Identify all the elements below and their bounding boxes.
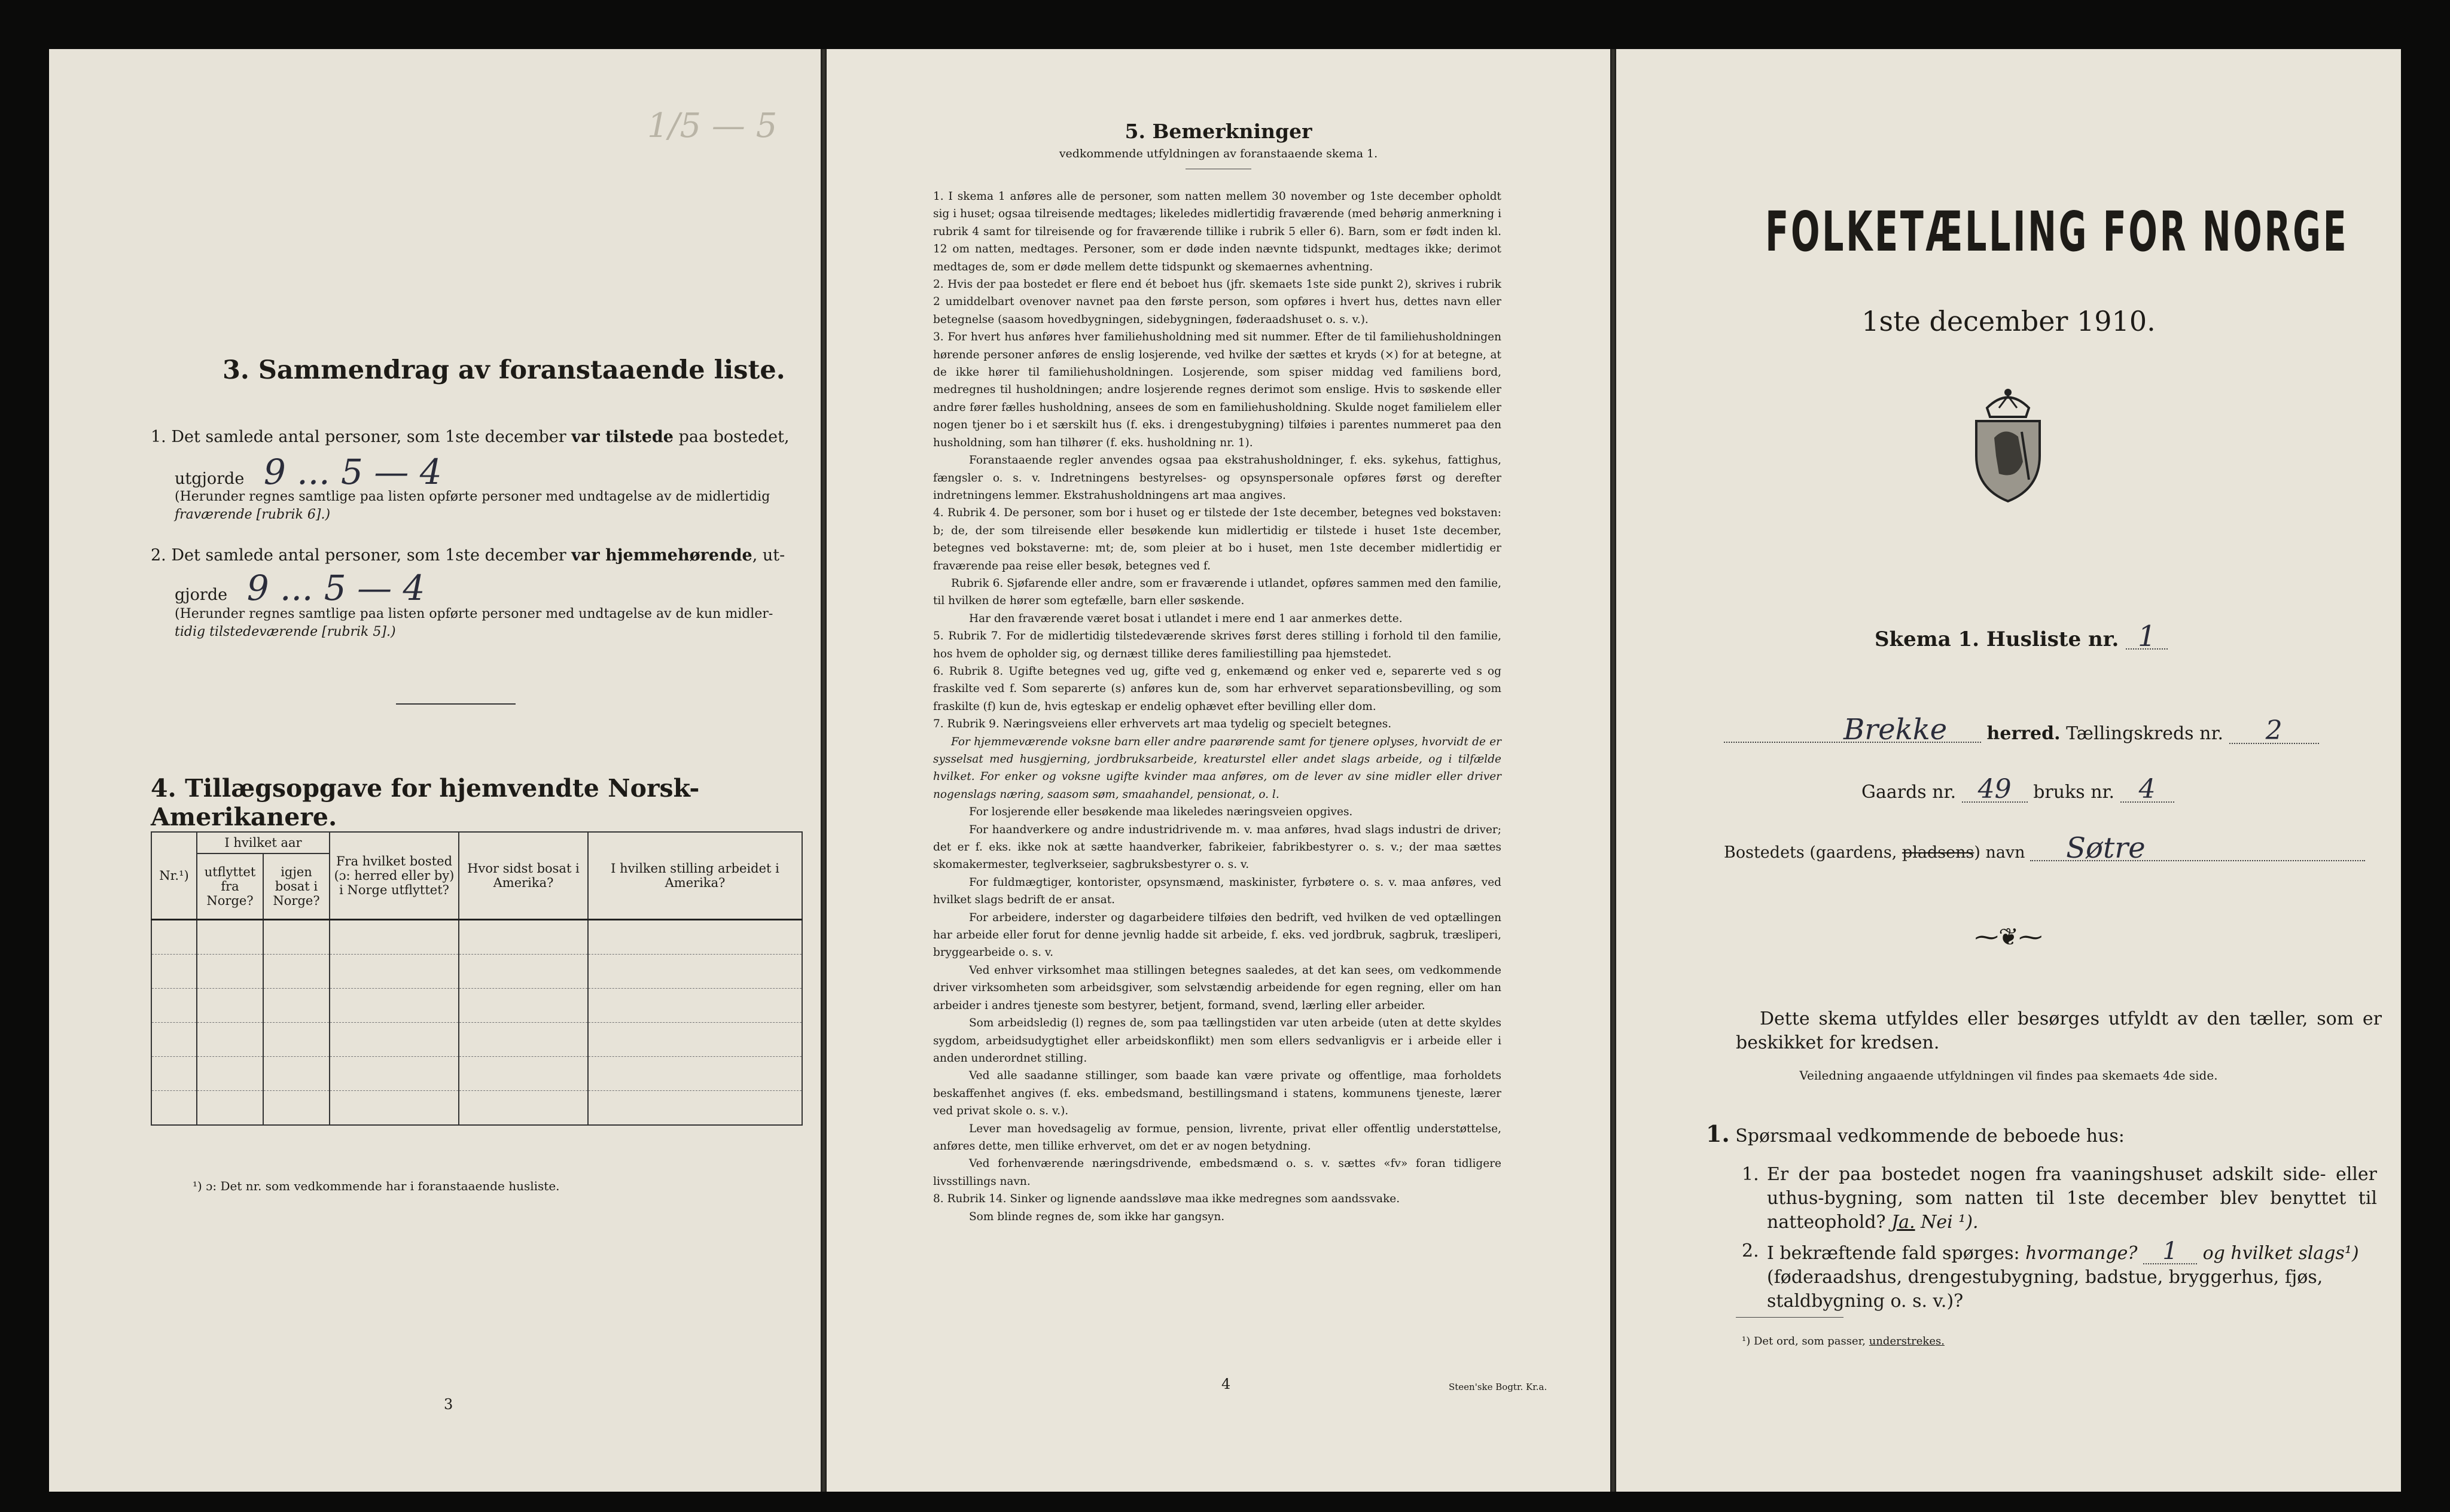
- census-title: FOLKETÆLLING FOR NORGE: [1765, 200, 2349, 264]
- q1-nei: Nei ¹).: [1921, 1212, 1979, 1233]
- remark-paragraph: For losjerende eller besøkende maa likeledes næringsveien opgives.: [969, 806, 1353, 819]
- q2-text: I bekræftende fald spørges:: [1767, 1243, 2026, 1264]
- item1-utgjorde: [175, 452, 442, 492]
- utgjorde-label-2: gjorde: [175, 586, 228, 604]
- census-title-wrap: [1616, 200, 2401, 264]
- gaards-value: 49: [1962, 778, 2028, 803]
- q1-ja-answer: Ja.: [1891, 1212, 1915, 1233]
- remark-paragraph: Ved alle saadanne stillinger, som baade kan være private og offentlige, maa forholdets beskaffenhet angives (f. eks. embedsmand, bestillingsmand i statens, kommunens tjeneste, lærer ved privat skole o. s. v.).: [933, 1069, 1501, 1118]
- remark-paragraph: For arbeidere, inderster og dagarbeidere tilføies den bedrift, ved hvilken de ved optællingen har arbeide eller forut for denne jevnlig hadde sit arbeide, f. eks. ved jordbruk, sagbruk, træsliperi, bryggearbeide o. s. v.: [933, 911, 1501, 959]
- schema-label: [1875, 620, 2168, 653]
- item1-text: 1. Det samlede antal personer, som 1ste december: [151, 428, 572, 446]
- q1-num: 1.: [1742, 1164, 1759, 1185]
- remark-paragraph: Har den fraværende været bosat i utlandet i mere end 1 aar anmerkes dette.: [969, 612, 1403, 625]
- herred-line: [1724, 713, 2382, 746]
- col-utflyttet: utflyttet fra Norge?: [197, 853, 263, 919]
- q2-hvilket-slags: og hvilket slags¹): [2202, 1243, 2359, 1264]
- page-number-middle: 4: [1221, 1376, 1231, 1392]
- remark-paragraph: 4. Rubrik 4. De personer, som bor i huset og er tilstede der 1ste december, betegnes ved bokstaven: b; de, der som tilreisende eller besøkende kun midlertidig er tilstede i huset 1ste december, betegnes ved bokstaverne: mt; de, som pleier at bo i huset, men 1ste december midlertidig er fraværende paa reise eller besøk, betegnes ved f.: [933, 507, 1501, 572]
- intro-text: Dette skema utfyldes eller besørges utfyldt av den tæller, som er beskikket for kredsen.: [1736, 1008, 2382, 1053]
- schema-label-text: Skema 1. Husliste nr.: [1875, 627, 2119, 651]
- q1: [1767, 1163, 2377, 1234]
- item2-handwritten-value: 9 ... 5 — 4: [246, 568, 425, 608]
- col-igjen: igjen bosat i Norge?: [263, 853, 330, 919]
- bosted-label-end: ) navn: [1974, 843, 2025, 862]
- table-row: [151, 1056, 802, 1090]
- husliste-nr-value: 1: [2126, 624, 2168, 650]
- q1-text: Er der paa bostedet nogen fra vaaningshuset adskilt side- eller uthus-bygning, som natten til 1ste december blev benyttet til natteophold?: [1767, 1164, 2377, 1233]
- utgjorde-label: utgjorde: [175, 470, 245, 488]
- q2-value: 1: [2143, 1239, 2197, 1264]
- col-stilling: I hvilken stilling arbeidet i Amerika?: [588, 832, 802, 919]
- col-hvilket-aar: I hvilket aar: [197, 832, 330, 853]
- item2-utgjorde: [175, 568, 425, 608]
- bruks-value: 4: [2120, 778, 2174, 803]
- bosted-value: Søtre: [2030, 836, 2365, 861]
- page-middle: [827, 49, 1610, 1492]
- questions-heading: [1706, 1122, 2125, 1148]
- section4-footnote: ¹) ɔ: Det nr. som vedkommende har i foranstaaende husliste.: [193, 1179, 560, 1193]
- remark-paragraph: Ved enhver virksomhet maa stillingen betegnes saaledes, at det kan sees, om vedkommende driver virksomheten som arbeidsgiver, som selvstændig arbeidende for egen regning, eller om han arbeider i andres tjeneste som bestyrer, betjent, formand, svend, lærling eller arbeider.: [933, 964, 1501, 1012]
- herred-label: herred.: [1986, 723, 2061, 744]
- right-footnote: [1742, 1335, 1945, 1348]
- intro-guidance: Veiledning angaaende utfyldningen vil findes paa skemaets 4de side.: [1799, 1068, 2218, 1083]
- corner-scrawl: 1/5 — 5: [647, 106, 778, 145]
- remark-paragraph: Som blinde regnes de, som ikke har gangsyn.: [969, 1210, 1225, 1223]
- table-header-row: [151, 832, 802, 853]
- q2-options: (føderaadshus, drengestubygning, badstue, bryggerhus, fjøs, staldbygning o. s. v.)?: [1767, 1267, 2323, 1312]
- kreds-value: 2: [2229, 719, 2319, 744]
- section4-heading: 4. Tillægsopgave for hjemvendte Norsk-Amerikanere.: [151, 774, 700, 831]
- table-row: [151, 1022, 802, 1056]
- item1-note: [175, 488, 809, 524]
- gaards-line: [1861, 774, 2174, 804]
- remark-paragraph: For haandverkere og andre industridrivende m. v. maa anføres, hvad slags industri de driver; det er f. eks. ikke nok at sætte haandverker, fabrikeier, fabrikbestyrer o. s. v.; der maa sættes skomakermester, teglverkseier, sagbruksbestyrer o. s. v.: [933, 823, 1501, 871]
- item1-text-end: paa bostedet,: [673, 428, 790, 446]
- page-number-left: 3: [444, 1396, 453, 1413]
- census-date: 1ste december 1910.: [1861, 305, 2156, 337]
- printer-credit: Steen'ske Bogtr. Kr.a.: [1449, 1382, 1547, 1392]
- remark-paragraph: Rubrik 6. Sjøfarende eller andre, som er fraværende i utlandet, opføres sammen med den familie, til hvilken de hører som egtefælle, barn eller søskende.: [933, 577, 1501, 608]
- table-row: [151, 1090, 802, 1125]
- item1-note-line1: (Herunder regnes samtlige paa listen opførte personer med undtagelse av de midlertidig: [175, 489, 770, 504]
- bosted-label-struck: pladsens: [1902, 843, 1974, 862]
- remark-paragraph: Ved forhenværende næringsdrivende, embedsmænd o. s. v. sættes «fv» foran tidligere livsstillings navn.: [933, 1157, 1501, 1188]
- remark-paragraph: Foranstaaende regler anvendes ogsaa paa ekstrahusholdninger, f. eks. sykehus, fattighus, fængsler o. s. v. Indretningens bestyrelses- og opsynspersonale opføres først og derefter indretningens lemmer. Ekstrahusholdningens art maa angives.: [933, 454, 1501, 502]
- page-right: [1616, 49, 2401, 1492]
- col-nr: Nr.¹): [151, 832, 197, 919]
- col-fra-bosted: Fra hvilket bosted (ɔ: herred eller by) i Norge utflyttet?: [330, 832, 459, 919]
- gaards-label: Gaards nr.: [1861, 782, 1957, 803]
- questions-heading-num: 1.: [1706, 1120, 1730, 1147]
- footnote-text: ¹) Det ord, som passer,: [1742, 1335, 1869, 1348]
- remark-paragraph: 6. Rubrik 8. Ugifte betegnes ved ug, gifte ved g, enkemænd og enker ved e, separerte ved s og fraskilte ved f. Som separerte (s) anføres kun de, som har erhvervet separationsbevilling, og som fraskilte (f) kun de, hvis egteskap er endelig ophævet efter bevilling eller dom.: [933, 664, 1501, 713]
- remark-paragraph: For fuldmægtiger, kontorister, opsynsmænd, maskinister, fyrbøtere o. s. v. maa anføres, ved hvilket slags bedrift de er ansat.: [933, 876, 1501, 907]
- kreds-label: Tællingskreds nr.: [2066, 723, 2224, 744]
- bruks-label: bruks nr.: [2033, 782, 2115, 803]
- remark-paragraph: 3. For hvert hus anføres hver familiehusholdning med sit nummer. Efter de til familiehusholdningen hørende personer anføres de enslig losjerende, ved hvilke der sættes et kryds (×) for at betegne, at de ikke hører til familiehusholdningen. Losjerende, som spiser middag ved familiens bord, medregnes til husholdningen; andre losjerende regnes derimot som enslige. Hvis to søskende eller andre fører fælles husholdning, ansees de som en familiehusholdning. Skulde noget familielem eller nogen tjener bo i et særskilt hus (f. eks. i drengestubygning) tilføies i parentes nummeret paa den husholdning, som han tilhører (f. eks. husholdning nr. 1).: [933, 331, 1501, 449]
- section3-heading: 3. Sammendrag av foranstaaende liste.: [223, 355, 785, 385]
- divider: [396, 703, 516, 705]
- remark-paragraph: 5. Rubrik 7. For de midlertidig tilstedeværende skrives først deres stilling i forhold til den familie, hos hvem de opholder sig, og dernæst tillike deres familiestilling paa hjemstedet.: [933, 630, 1501, 660]
- item2-note-line2: tidig tilstedeværende [rubrik 5].): [175, 624, 396, 639]
- ornament-icon: ⁓❦⁓: [1974, 923, 2043, 951]
- remark-paragraph: 8. Rubrik 14. Sinker og lignende aandssløve maa ikke medregnes som aandssvake.: [933, 1193, 1400, 1206]
- item2-text: 2. Det samlede antal personer, som 1ste december: [151, 546, 572, 565]
- remark-paragraph: 7. Rubrik 9. Næringsveiens eller erhvervets art maa tydelig og specielt betegnes.: [933, 718, 1392, 731]
- page-fold: [1610, 49, 1616, 1492]
- table-row: [151, 919, 802, 954]
- footnote-underlined: understrekes.: [1869, 1335, 1945, 1348]
- coat-of-arms-icon: [1963, 384, 2053, 504]
- bemerkninger-heading: 5. Bemerkninger: [1125, 120, 1312, 143]
- item2-note: [175, 605, 809, 641]
- questions-heading-text: Spørsmaal vedkommende de beboede hus:: [1735, 1126, 2125, 1147]
- remark-paragraph: 2. Hvis der paa bostedet er flere end ét beboet hus (jfr. skemaets 1ste side punkt 2), skrives i rubrik 2 umiddelbart ovenover navnet paa den første person, som opføres i hvert hus, dettes navn eller betegnelse (saasom hovedbygningen, sidebygningen, føderaadshuset o. s. v.).: [933, 278, 1501, 326]
- norsk-amerikanere-table: [151, 831, 803, 1126]
- bemerkninger-subheading: vedkommende utfyldningen av foranstaaende skema 1.: [1059, 147, 1378, 160]
- item1-bold: var tilstede: [571, 428, 674, 446]
- q2-num: 2.: [1742, 1240, 1759, 1261]
- remark-paragraph: Som arbeidsledig (l) regnes de, som paa tællingstiden var uten arbeide (uten at dette skyldes sygdom, arbeidsudygtighet eller arbeidskonflikt) men som ellers sedvanligvis er i arbeide eller i anden underordnet stilling.: [933, 1017, 1501, 1065]
- item1-handwritten-value: 9 ... 5 — 4: [263, 452, 442, 492]
- remark-paragraph: For hjemmeværende voksne barn eller andre paarørende samt for tjenere oplyses, hvorvidt de er sysselsat med husgjerning, jordbruksarbeide, kreaturstel eller andet slags arbeide, og i tilfælde hvilket. For enker og voksne ugifte kvinder maa anføres, om de lever av sine midler eller driver nogenslags næring, saasom søm, smaahandel, pensionat, o. l.: [933, 735, 1501, 801]
- bemerkninger-body: [933, 188, 1501, 1226]
- item2-note-line1: (Herunder regnes samtlige paa listen opførte personer med undtagelse av de kun midler-: [175, 606, 773, 621]
- section3-item2: [151, 543, 809, 568]
- section3-item1: [151, 425, 809, 450]
- col-hvor-bosat: Hvor sidst bosat i Amerika?: [459, 832, 588, 919]
- bosted-line: [1724, 831, 2365, 865]
- table-row: [151, 954, 802, 988]
- divider: [1736, 1317, 1843, 1318]
- item2-bold: var hjemmehørende: [571, 546, 752, 565]
- item1-note-line2: fraværende [rubrik 6].): [175, 507, 331, 522]
- q2-hvormange: hvormange?: [2025, 1243, 2138, 1264]
- q2: [1767, 1239, 2377, 1313]
- item2-text-end: , ut-: [752, 546, 785, 565]
- table-row: [151, 988, 802, 1022]
- remark-paragraph: 1. I skema 1 anføres alle de personer, som natten mellem 30 november og 1ste december opholdt sig i huset; ogsaa tilreisende medtages; likeledes midlertidig fraværende (med behørig anmerkning i rubrik 4 samt for tilreisende og for fraværende tillike i rubrik 5 eller 6). Barn, som er født inden kl. 12 om natten, medtages. Personer, som er døde inden nævnte tidspunkt, medtages ikke; derimot medtages de, som er døde mellem dette tidspunkt og skemaernes avhentning.: [933, 190, 1501, 273]
- herred-value: Brekke: [1724, 718, 1981, 743]
- bosted-label: Bostedets (gaardens,: [1724, 843, 1902, 862]
- page-left: [49, 49, 821, 1492]
- page-fold: [821, 49, 827, 1492]
- remark-paragraph: Lever man hovedsagelig av formue, pension, livrente, privat eller offentlig understøttelse, anføres dette, men tillike erhvervet, om det er av nogen betydning.: [933, 1122, 1501, 1153]
